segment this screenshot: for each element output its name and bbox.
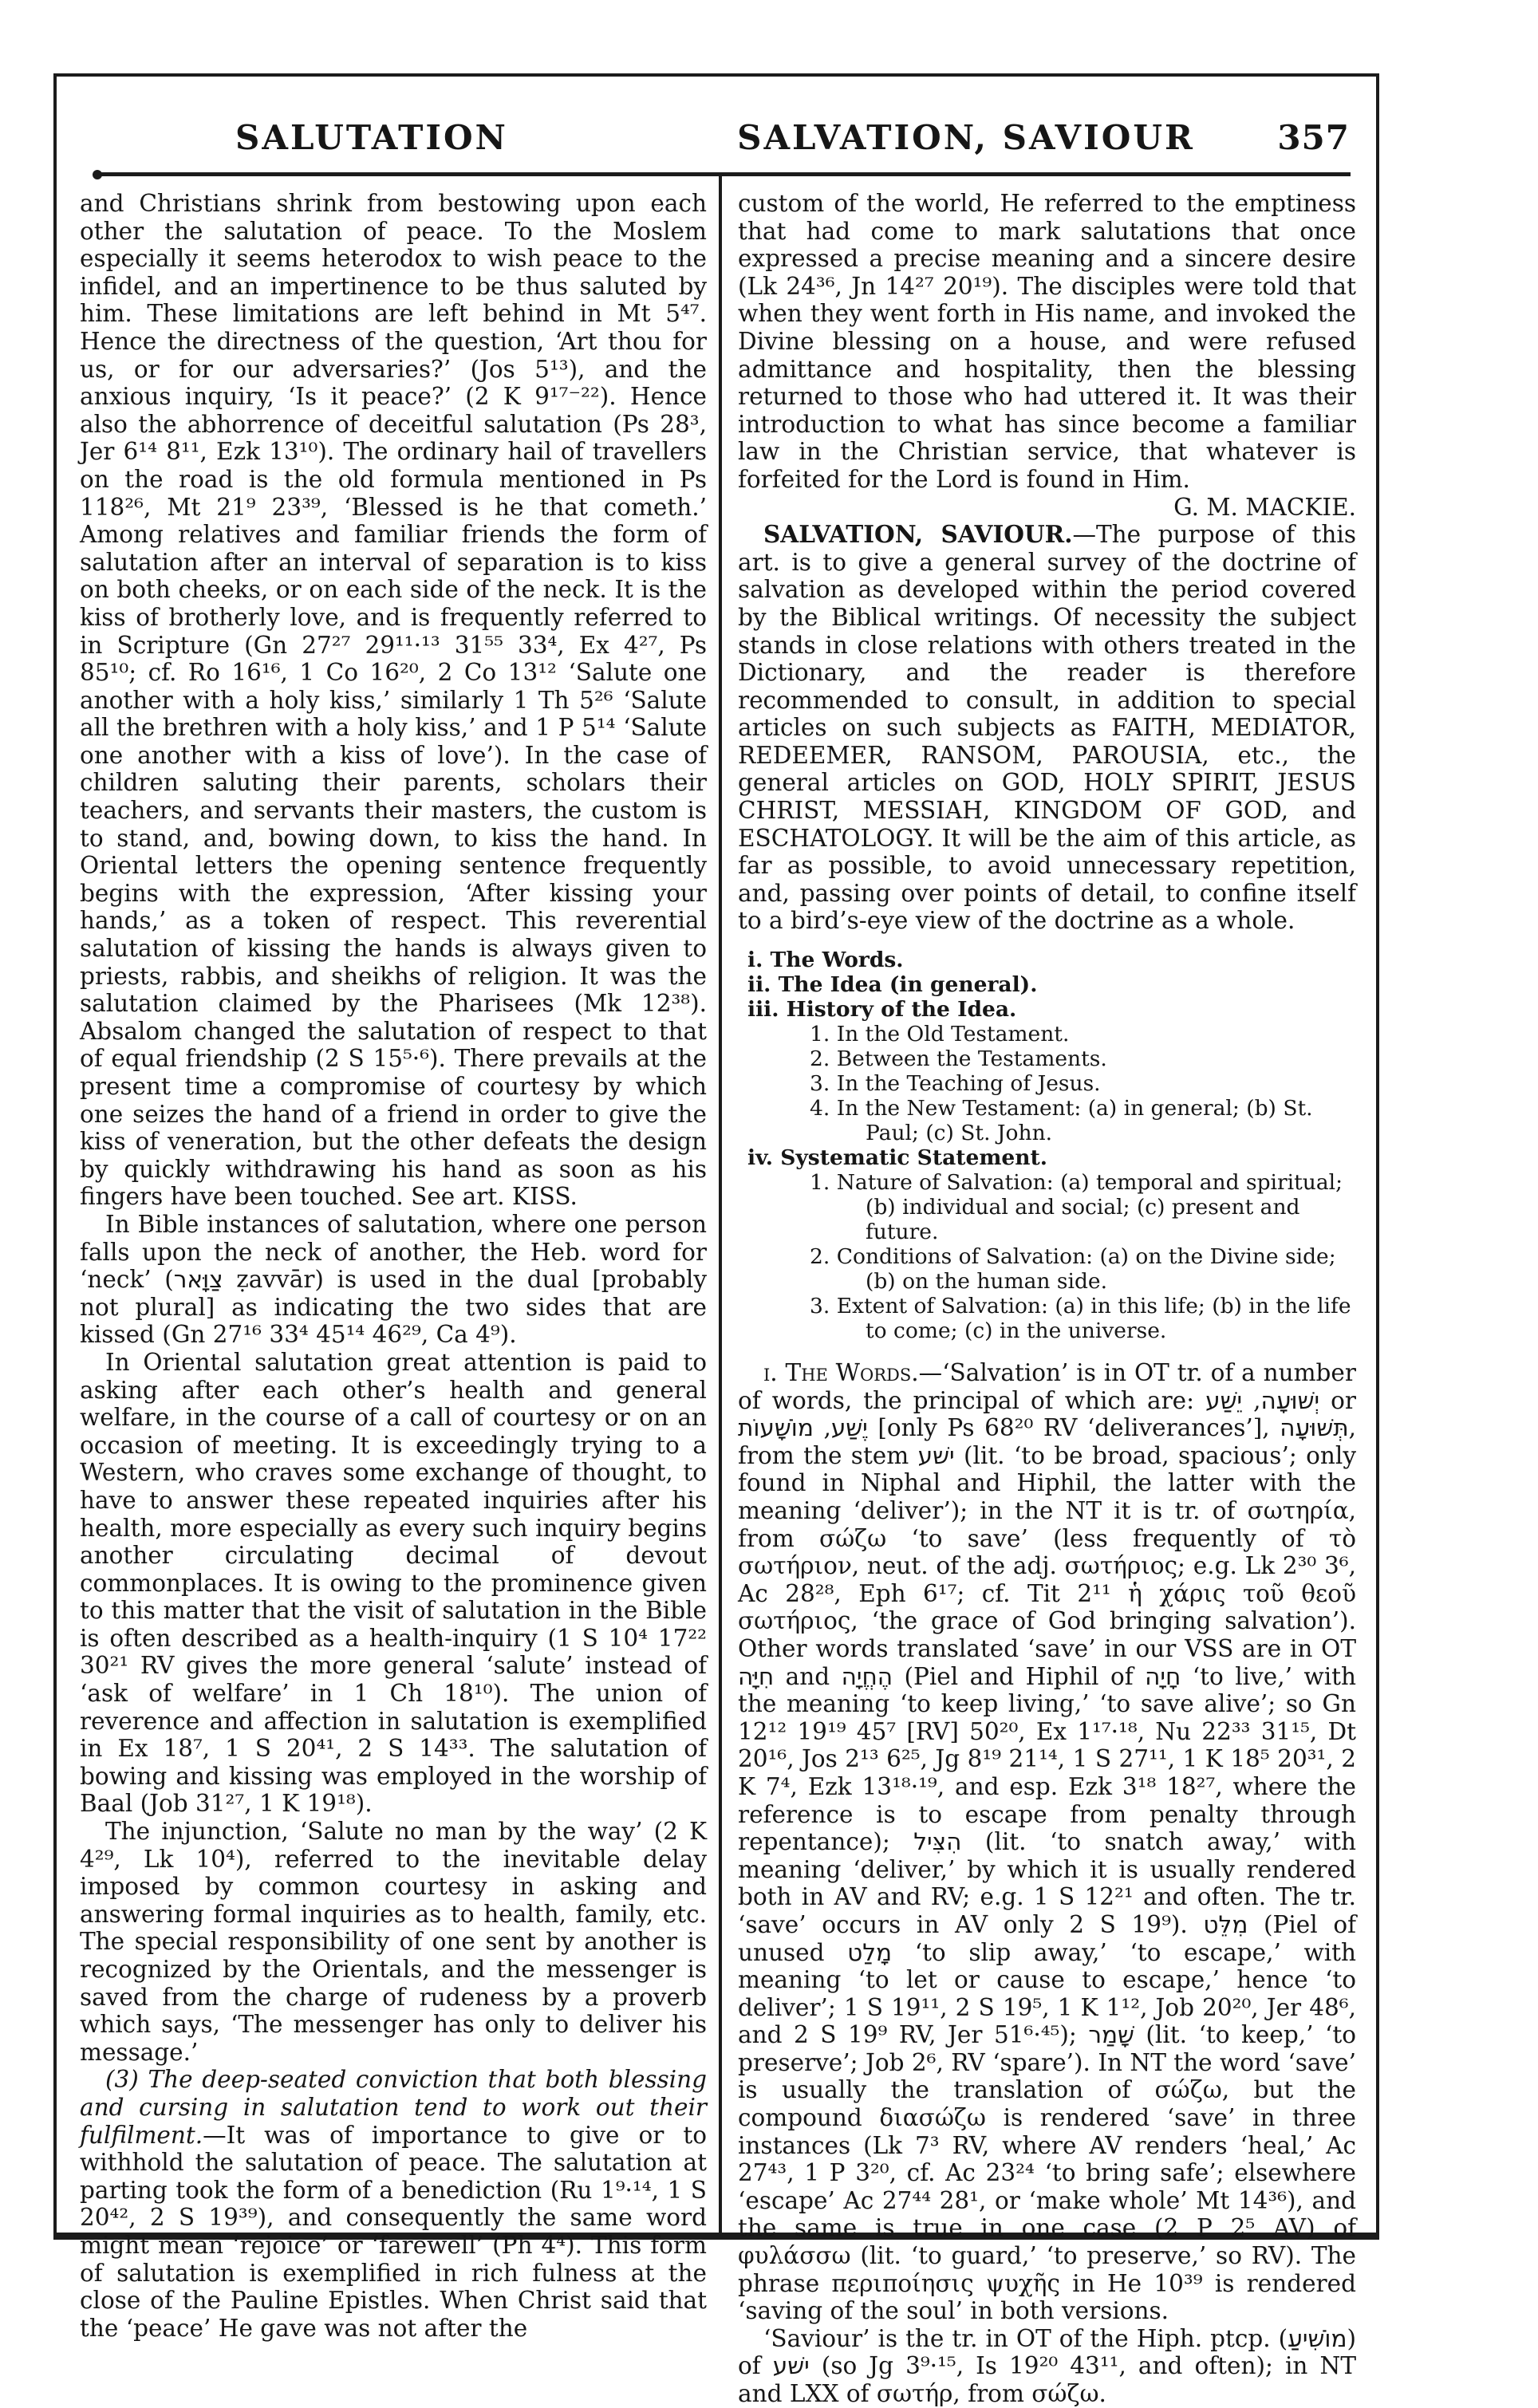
paragraph-italic-lead: (3) The deep-seated conviction that both blessing and cursing in salutation tend to work out their fulfilment. [80, 2066, 707, 2149]
left-column [80, 190, 707, 2342]
outline-item: 3. In the Teaching of Jesus. [810, 1071, 1101, 1097]
contents-outline [738, 948, 1356, 1343]
page-frame [53, 73, 1379, 2407]
right-column [738, 190, 1356, 2408]
article-title: SALVATION, SAVIOUR. [763, 520, 1073, 549]
outline-item: 4. In the New Testament: (a) in general; (b) St. Paul; (c) St. John. [810, 1096, 1313, 1146]
outline-item: iii. History of the Idea. [747, 997, 1017, 1023]
outline-item: 1. Nature of Salvation: (a) temporal and spiritual; (b) individual and social; (c) present and future. [810, 1170, 1343, 1245]
paragraph: In Oriental salutation great attention is paid to asking after each other’s health and general welfare, in the course of a call of courtesy or on an occasion of meeting. It is exceedingly trying to a Western, who craves some exchange of thought, to have to answer these repeated inquiries after his health, more especially as every such inquiry begins another circulating decimal of devout commonplaces. It is owing to the prominence given to this matter that the visit of salutation in the Bible is often described as a health-inquiry (1 S 10⁴ 17²² 30²¹ RV gives the more general ‘salute’ instead of ‘ask of welfare’ in 1 Ch 18¹⁰). The union of reverence and affection in salutation is exemplified in Ex 18⁷, 1 S 20⁴¹, 2 S 14³³. The salutation of bowing and kissing was employed in the worship of Baal (Job 31²⁷, 1 K 19¹⁸). [80, 1348, 707, 1818]
paragraph [80, 2066, 707, 2342]
outline-item: 2. Conditions of Salvation: (a) on the Divine side; (b) on the human side. [810, 1244, 1336, 1295]
rule-end-dot [93, 170, 102, 179]
outline-item: 1. In the Old Testament. [810, 1022, 1070, 1047]
saviour-paragraph: ‘Saviour’ is the tr. in OT of the Hiph. ptcp. (מוֹשִׁיעַ) of ישׁע (so Jg 3⁹·¹⁵, Is 19²⁰ 43¹¹, and often); in NT and LXX of σωτήρ, from σώζω. [738, 2324, 1356, 2407]
paragraph-continuation: custom of the world, He referred to the emptiness that had come to mark salutations that once expressed a precise meaning and a sincere desire (Lk 24³⁶, Jn 14²⁷ 20¹⁹). The disciples were told that when they went forth in His name, and invoked the Divine blessing on a house, and were refused admittance and hospitality, then the blessing returned to those who had uttered it. It was their introduction to what has since become a familiar law in the Christian service, that whatever is forfeited for the Lord is found in Him. [738, 190, 1356, 493]
paragraph-rest: —The purpose of this art. is to give a general survey of the doctrine of salvation as developed within the period covered by the Biblical writings. Of necessity the subject stands in close relations with others treated in the Dictionary, and the reader is therefore recommended to consult, in addition to special articles on such subjects as FAITH, MEDIATOR, REDEEMER, RANSOM, PAROUSIA, etc., the general articles on GOD, HOLY SPIRIT, JESUS CHRIST, MESSIAH, KINGDOM OF GOD, and ESCHATOLOGY. It will be the aim of this article, as far as possible, to avoid unnecessary repetition, and, passing over points of detail, to confine itself to a bird’s-eye view of the doctrine as a whole. [738, 521, 1356, 935]
paragraph-continuation: and Christians shrink from bestowing upon each other the salutation of peace. To the Moslem especially it seems heterodox to wish peace to the infidel, and an impertinence to be thus saluted by him. These limitations are left behind in Mt 5⁴⁷. Hence the directness of the question, ‘Art thou for us, or for our adversaries?’ (Jos 5¹³), and the anxious inquiry, ‘Is it peace?’ (2 K 9¹⁷⁻²²). Hence also the abhorrence of deceitful salutation (Ps 28³, Jer 6¹⁴ 8¹¹, Ezk 13¹⁰). The ordinary hail of travellers on the road is the old formula mentioned in Ps 118²⁶, Mt 21⁹ 23³⁹, ‘Blessed is he that cometh.’ Among relatives and familiar friends the form of salutation after an interval of separation is to kiss on both cheeks, or on each side of the neck. It is the kiss of brotherly love, and is frequently referred to in Scripture (Gn 27²⁷ 29¹¹·¹³ 31⁵⁵ 33⁴, Ex 4²⁷, Ps 85¹⁰; cf. Ro 16¹⁶, 1 Co 16²⁰, 2 Co 13¹² ‘Salute one another with a holy kiss,’ similarly 1 Th 5²⁶ ‘Salute all the brethren with a holy kiss,’ and 1 P 5¹⁴ ‘Salute one another with a kiss of love’). In the case of children saluting their parents, scholars their teachers, and servants their masters, the custom is to stand, and, bowing down, to kiss the hand. In Oriental letters the opening sentence frequently begins with the expression, ‘After kissing your hands,’ as a token of respect. This reverential salutation of kissing the hands is always given to priests, rabbis, and sheikhs of religion. It was the salutation claimed by the Pharisees (Mk 12³⁸). Absalom changed the salutation of respect to that of equal friendship (2 S 15⁵·⁶). There prevails at the present time a compromise of courtesy by which one seizes the hand of a friend in order to give the kiss of veneration, but the other defeats the design by quickly withdrawing his hand as soon as his fingers have been touched. See art. KISS. [80, 190, 707, 1211]
author-signature: G. M. MACKIE. [1173, 493, 1356, 521]
header-rule [96, 172, 1351, 176]
outline-item: ii. The Idea (in general). [747, 972, 1038, 998]
article-opening-paragraph [738, 521, 1356, 935]
page-number: 357 [1277, 118, 1350, 157]
paragraph-rest: —‘Salvation’ is in OT tr. of a number of words, the principal of which are: יְשׁוּעָה, יֵשַׁע or יֶשַׁע, מוֹשָׁעוֹת [only Ps 68²⁰ RV ‘deliverances’], תְּשׁוּעָה, from the stem ישׁע (lit. ‘to be broad, spacious’; only found in Niphal and Hiphil, the latter with the meaning ‘deliver’); in the NT it is tr. of σωτηρία, from σώζω ‘to save’ (less frequently of τὸ σωτήριον, neut. of the adj. σωτήριος; e.g. Lk 2³⁰ 3⁶, Ac 28²⁸, Eph 6¹⁷; cf. Tit 2¹¹ ἡ χάρις τοῦ θεοῦ σωτήριος, ‘the grace of God bringing salvation’). Other words translated ‘save’ in our VSS are in OT חִיָּה and הֶחֱיָה (Piel and Hiphil of חָיָה ‘to live,’ with the meaning ‘to keep living,’ ‘to save alive’; so Gn 12¹² 19¹⁹ 45⁷ [RV] 50²⁰, Ex 1¹⁷·¹⁸, Nu 22³³ 31¹⁵, Dt 20¹⁶, Jos 2¹³ 6²⁵, Jg 8¹⁹ 21¹⁴, 1 S 27¹¹, 1 K 18⁵ 20³¹, 2 K 7⁴, Ezk 13¹⁸·¹⁹, and esp. Ezk 3¹⁸ 18²⁷, where the reference is to escape from penalty through repentance); הִצִּיל (lit. ‘to snatch away,’ with meaning ‘deliver,’ by which it is usually rendered both in AV and RV; e.g. 1 S 12²¹ and often. The tr. ‘save’ occurs in AV only 2 S 19⁹). מִלֵּט (Piel of unused מָלַט ‘to slip away,’ ‘to escape,’ with meaning ‘to let or cause to escape,’ hence ‘to deliver’; 1 S 19¹¹, 2 S 19⁵, 1 K 1¹², Job 20²⁰, Jer 48⁶, and 2 S 19⁹ RV, Jer 51⁶·⁴⁵); שָׁמַר (lit. ‘to keep,’ ‘to preserve’; Job 2⁶, RV ‘spare’). In NT the word ‘save’ is usually the translation of σώζω, but the compound διασώζω is rendered ‘save’ in three instances (Lk 7³ RV, where AV renders ‘heal,’ Ac 27⁴³, 1 P 3²⁰, cf. Ac 23²⁴ ‘to bring safe’; elsewhere ‘escape’ Ac 27⁴⁴ 28¹, or ‘make whole’ Mt 14³⁶), and the same is true in one case (2 P 2⁵ AV) of φυλάσσω (lit. ‘to guard,’ ‘to preserve,’ so RV). The phrase περιποίησις ψυχῆς in He 10³⁹ is rendered ‘saving of the soul’ in both versions. [738, 1359, 1357, 2325]
outline-item: i. The Words. [747, 948, 904, 973]
outline-item: 2. Between the Testaments. [810, 1046, 1107, 1072]
paragraph: The injunction, ‘Salute no man by the way’ (2 K 4²⁹, Lk 10⁴), referred to the inevitable delay imposed by common courtesy in asking and answering formal inquiries as to health, family, etc. The special responsibility of one sent by another is recognized by the Orientals, and the messenger is saved from the charge of rudeness by a proverb which says, ‘The messenger has only to deliver his message.’ [80, 1818, 707, 2066]
paragraph: In Bible instances of salutation, where one person falls upon the neck of another, the Heb. word for ‘neck’ (צַוָּאר ẓavvār) is used in the dual [probably not plural] as indicating the two sides that are kissed (Gn 27¹⁶ 33⁴ 45¹⁴ 46²⁹, Ca 4⁹). [80, 1210, 708, 1349]
outline-item: iv. Systematic Statement. [747, 1145, 1047, 1171]
outline-item: 3. Extent of Salvation: (a) in this life; (b) in the life to come; (c) in the universe. [810, 1294, 1351, 1344]
header-left-title: SALUTATION [235, 118, 508, 157]
paragraph-rest: —It was of importance to give or to withhold the salutation of peace. The salutation at parting took the form of a benediction (Ru 1⁹·¹⁴, 1 S 20⁴², 2 S 19³⁹), and consequently the same word might mean ‘rejoice’ or ‘farewell’ (Ph 4⁴). This form of salutation is exemplified in rich fulness at the close of the Pauline Epistles. When Christ said that the ‘peace’ He gave was not after the [80, 2121, 707, 2342]
section-heading: i. The Words. [763, 1359, 919, 1387]
words-section-paragraph [738, 1359, 1356, 2325]
header-right-title: SALVATION, SAVIOUR [737, 118, 1195, 157]
column-divider [719, 172, 722, 2233]
